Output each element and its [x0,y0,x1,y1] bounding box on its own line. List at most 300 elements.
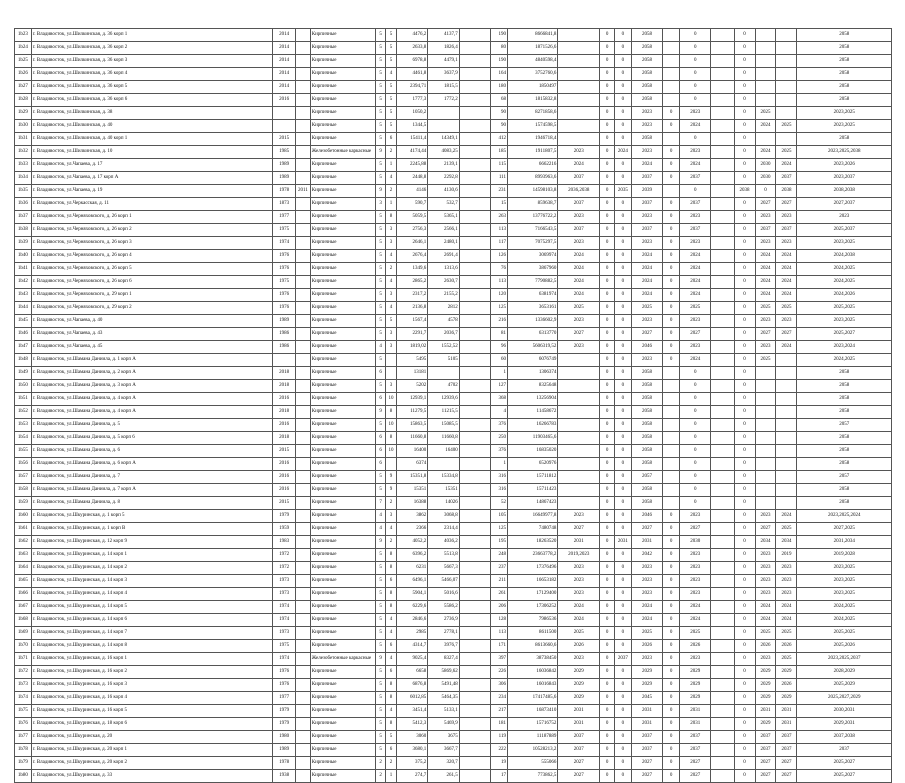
table-cell: 1b42 [15,276,32,289]
table-cell: 5 [386,107,396,120]
table-cell [663,406,680,419]
table-cell: 3 [386,510,396,523]
table-cell: 2025 [558,302,600,315]
table-cell [296,81,311,94]
table-cell: 1b75 [15,705,32,718]
table-cell [296,562,311,575]
table-cell: 0 [614,172,631,185]
table-cell: 2058 [797,81,892,94]
table-cell [663,484,680,497]
table-cell: 3 [386,289,396,302]
table-cell: 10 [386,445,396,458]
table-cell [663,367,680,380]
table-cell: 3752760,6 [507,68,557,81]
table-cell: 0 [614,68,631,81]
table-cell: 1b24 [15,42,32,55]
table-cell [558,354,600,367]
table-cell: 234 [491,692,508,705]
table-cell: 1b65 [15,575,32,588]
table-cell [711,562,734,575]
table-cell: 1b25 [15,55,32,68]
table-cell: 16388 [396,497,427,510]
table-cell: 164 [491,68,508,81]
table-cell: 2058 [631,445,662,458]
table-cell [711,601,734,614]
table-cell: 2025 [631,627,662,640]
table-cell: Кирпичные [310,510,375,523]
table-cell: 2027 [776,770,797,783]
table-cell: 250 [491,432,508,445]
table-cell: Кирпичные [310,406,375,419]
table-cell: 0 [614,744,631,757]
table-cell: 1050,2 [396,107,427,120]
table-cell: г. Владивосток, ул.Шкуринская, д. 14 корп 6 [31,614,272,627]
table-cell [711,731,734,744]
table-cell [755,393,776,406]
table-cell [459,692,490,705]
table-cell: 1b37 [15,211,32,224]
table-cell: 0 [614,731,631,744]
table-cell: 6 [386,133,396,146]
table-cell: 2026 [679,640,710,653]
table-row [15,614,892,627]
table-cell: Кирпичные [310,692,375,705]
table-cell: 0 [679,419,710,432]
table-cell: 23663778,2 [507,549,557,562]
table-cell [755,380,776,393]
table-cell: 8271858,6 [507,107,557,120]
table-cell: г. Владивосток, ул.Шамана Даниила, д. 7 корп А [31,484,272,497]
table-cell [776,484,797,497]
table-cell [711,302,734,315]
table-cell [711,770,734,783]
table-row [15,692,892,705]
table-cell: 1938 [273,770,296,783]
table-cell: 5 [375,380,385,393]
table-cell: 11215,5 [428,406,459,419]
table-cell: 0 [600,185,615,198]
housing-register-table [14,28,892,783]
table-cell: 0 [600,302,615,315]
table-cell: 15716752 [507,718,557,731]
table-cell: 2037 [558,172,600,185]
table-cell: 5586,2 [428,601,459,614]
table-cell: 5 [375,302,385,315]
table-cell: 0 [614,263,631,276]
table-cell: 2058 [797,458,892,471]
table-cell: 5 [375,29,385,42]
table-cell: 2030 [679,536,710,549]
table-cell: 216 [491,315,508,328]
table-cell [776,471,797,484]
table-cell: 0 [614,341,631,354]
table-cell: 2058 [797,55,892,68]
table-cell: 15085,5 [428,419,459,432]
table-cell [459,757,490,770]
table-cell: 2019,2028 [797,549,892,562]
table-cell [459,640,490,653]
table-cell: 2139,1 [428,159,459,172]
table-cell [459,419,490,432]
table-cell: 0 [600,744,615,757]
table-cell [776,458,797,471]
table-cell: 0 [600,510,615,523]
table-cell [711,692,734,705]
table-cell [296,718,311,731]
table-row [15,432,892,445]
table-cell: 1b41 [15,263,32,276]
table-cell: г. Владивосток, ул.Черняховского, д. 26 корп 5 [31,263,272,276]
table-row [15,627,892,640]
table-cell [428,120,459,133]
table-cell: 2025,2027,2029 [797,692,892,705]
table-cell: 2029,2031 [797,718,892,731]
table-cell: 0 [734,484,755,497]
table-cell: 1b44 [15,302,32,315]
table-cell [711,588,734,601]
table-cell [459,185,490,198]
table-cell [711,146,734,159]
table-cell: 2024 [776,263,797,276]
table-cell: 2023,2025 [797,588,892,601]
table-cell: 2029 [755,692,776,705]
table-cell: 0 [734,55,755,68]
table-cell: 0 [734,445,755,458]
table-cell [558,107,600,120]
table-cell: 2023 [631,146,662,159]
table-cell: 0 [734,692,755,705]
table-cell: 0 [600,731,615,744]
table-cell: г. Владивосток, ул.Шилкинская, д. 38 [31,107,272,120]
table-cell [459,328,490,341]
table-cell [296,627,311,640]
table-row [15,146,892,159]
table-cell: 2037 [558,744,600,757]
table-cell: 90 [491,120,508,133]
table-cell: 5606319,52 [507,341,557,354]
table-cell [755,419,776,432]
table-cell: Кирпичные [310,302,375,315]
table-cell [663,81,680,94]
table-cell: 0 [734,627,755,640]
table-cell: г. Владивосток, ул.Шкуринская, д. 16 корп 3 [31,679,272,692]
table-cell: 1974 [273,601,296,614]
table-cell [296,575,311,588]
table-cell: г. Владивосток, ул.Шамана Даниила, д. 5 [31,419,272,432]
table-cell: 0 [734,276,755,289]
table-cell: 4476,2 [396,29,427,42]
table-cell: 0 [734,42,755,55]
table-cell: Кирпичные [310,68,375,81]
table-cell: 0 [679,81,710,94]
table-cell: 2027 [631,328,662,341]
table-cell: 11187889 [507,731,557,744]
table-cell: 2026 [755,640,776,653]
table-cell: 13256904 [507,393,557,406]
table-cell: 0 [679,133,710,146]
table-cell: 5 [386,731,396,744]
table-cell: 0 [600,653,615,666]
table-cell: 2024 [776,510,797,523]
table-cell: 0 [614,445,631,458]
table-cell: 263 [491,211,508,224]
table-cell [459,107,490,120]
table-cell: г. Владивосток, ул.Шамана Даниила, д. 4 корп А [31,406,272,419]
table-cell [459,198,490,211]
table-cell: 2029 [558,692,600,705]
table-cell: 2024 [679,120,710,133]
table-cell: 0 [614,705,631,718]
table-cell: 2985 [396,627,427,640]
table-cell: 5 [375,692,385,705]
table-cell: 2846,6 [396,614,427,627]
table-cell [459,562,490,575]
table-cell: 2037 [631,172,662,185]
table-cell: 2023 [776,211,797,224]
table-cell: 1989 [273,744,296,757]
table-row [15,315,892,328]
table-cell [711,575,734,588]
table-cell: 15334,8 [428,471,459,484]
table-cell: 5869,62 [428,666,459,679]
table-cell: 2024 [755,120,776,133]
table-cell: 1b31 [15,133,32,146]
table-cell: 3 [386,380,396,393]
table-cell: 2024,2026 [797,289,892,302]
table-cell: 10 [386,393,396,406]
table-cell: 1 [491,367,508,380]
table-cell: 0 [614,276,631,289]
table-cell: 0 [614,588,631,601]
table-cell: 1 [386,770,396,783]
table-row [15,289,892,302]
table-cell: 8613660,6 [507,640,557,653]
table-cell [711,354,734,367]
table-cell: 2028,2029 [797,666,892,679]
table-cell [459,575,490,588]
table-cell: Кирпичные [310,159,375,172]
table-cell: 1313,6 [428,263,459,276]
table-cell: 7480748 [507,523,557,536]
table-cell: 2024 [755,276,776,289]
table-cell: г. Владивосток, ул.Шамана Даниила, д. 6 корп А [31,458,272,471]
table-cell: 0 [600,289,615,302]
table-row [15,81,892,94]
table-cell: 0 [663,341,680,354]
table-cell: 15411,4 [396,133,427,146]
table-cell [296,42,311,55]
table-cell: 1306374 [507,367,557,380]
table-cell: 16649977,8 [507,510,557,523]
table-cell: 0 [614,107,631,120]
table-cell: 2027 [631,523,662,536]
table-cell [296,146,311,159]
table-cell: г. Владивосток, ул.Шкуринская, д. 12 корп 9 [31,536,272,549]
table-cell: 2023 [558,588,600,601]
table-cell: 113 [491,224,508,237]
table-cell: 0 [614,575,631,588]
table-cell: 2058 [797,133,892,146]
table-cell: 5 [375,55,385,68]
table-cell: 8 [386,211,396,224]
table-cell: 0 [600,354,615,367]
table-cell: 2024 [679,289,710,302]
table-cell: 2023 [631,211,662,224]
table-cell: 0 [663,211,680,224]
table-cell: 2045 [631,692,662,705]
table-cell: г. Владивосток, ул.Шамана Даниила, д. 2 корп А [31,367,272,380]
table-cell [558,133,600,146]
table-cell: 3867960 [507,263,557,276]
table-cell: 190 [491,29,508,42]
table-cell: Кирпичные [310,354,375,367]
table-cell: 15351 [428,484,459,497]
table-cell: 1b51 [15,393,32,406]
table-cell: 2018 [273,406,296,419]
table-cell: 76 [491,263,508,276]
table-cell: 2024 [755,146,776,159]
table-cell: 0 [600,549,615,562]
table-cell: 180 [491,81,508,94]
table-cell [386,367,396,380]
table-cell: 0 [600,120,615,133]
table-cell: г. Владивосток, ул.Черняховского, д. 26 корп 2 [31,224,272,237]
table-cell: Кирпичные [310,432,375,445]
table-cell: Кирпичные [310,289,375,302]
table-cell [755,68,776,81]
table-cell: 0 [600,718,615,731]
table-cell: 1975 [273,224,296,237]
table-cell: 1976 [273,302,296,315]
table-cell: 0 [734,497,755,510]
table-cell [711,68,734,81]
table-cell: 0 [614,250,631,263]
table-cell [711,432,734,445]
table-cell: 5 [375,81,385,94]
table-cell: 0 [614,770,631,783]
table-cell: 2023 [631,120,662,133]
table-cell: 0 [734,588,755,601]
table-cell: 2023 [679,107,710,120]
table-cell: 10 [386,419,396,432]
table-cell [776,367,797,380]
table-cell: 5 [375,549,385,562]
table-cell [296,211,311,224]
table-cell [459,549,490,562]
table-cell: 0 [663,562,680,575]
table-cell: Кирпичные [310,341,375,354]
table-cell: 555066 [507,757,557,770]
table-cell [459,484,490,497]
table-cell: 5 [375,94,385,107]
table-row [15,224,892,237]
table-cell: 2015 [273,445,296,458]
table-cell: 2025 [776,120,797,133]
table-cell: 2025 [755,627,776,640]
table-cell: 17129400 [507,588,557,601]
table-cell: 1972 [273,562,296,575]
table-cell: 2023 [631,354,662,367]
table-cell: 2025 [776,523,797,536]
table-cell [428,458,459,471]
table-cell [755,133,776,146]
table-cell: 1 [386,159,396,172]
table-cell: 115 [491,159,508,172]
table-cell: 2646,1 [396,237,427,250]
table-cell: Кирпичные [310,627,375,640]
table-cell [459,705,490,718]
table-cell: 2 [386,497,396,510]
table-cell: 0 [614,484,631,497]
table-cell [711,458,734,471]
table-cell: 1b56 [15,458,32,471]
table-cell: 2024 [631,289,662,302]
table-cell: 111 [491,172,508,185]
table-cell: 1974 [273,653,296,666]
table-cell: 2865,2 [396,276,427,289]
table-cell: 5 [375,705,385,718]
table-cell: г. Владивосток, ул.Черняховского, д. 29 корп 1 [31,289,272,302]
table-cell: 2155,2 [428,289,459,302]
table-cell: 6520976 [507,458,557,471]
table-cell [296,393,311,406]
table-cell: 2023,2025 [797,562,892,575]
table-cell: 2025 [776,627,797,640]
table-cell: 2023 [797,211,892,224]
table-cell: 0 [663,510,680,523]
table-cell: 2025,2025 [797,627,892,640]
table-cell: Кирпичные [310,237,375,250]
table-cell: 6658 [396,666,427,679]
table-cell: 1983 [273,536,296,549]
table-cell: 17306252 [507,601,557,614]
table-cell [558,55,600,68]
table-cell: Кирпичные [310,380,375,393]
table-cell: 2023,2025 [797,107,892,120]
table-cell: 3675 [428,731,459,744]
table-cell: 2023 [755,237,776,250]
table-cell: 15711812 [507,471,557,484]
table-cell: 14598103,8 [507,185,557,198]
table-cell: г. Владивосток, ул.Шамана Даниила, д. 6 [31,445,272,458]
table-cell: 0 [600,81,615,94]
table-cell: 4 [386,705,396,718]
table-cell: 15351,8 [396,471,427,484]
table-cell: 0 [663,627,680,640]
table-cell [558,458,600,471]
table-cell: 2025,2027 [797,328,892,341]
table-cell: 2037 [755,731,776,744]
table-cell: 217 [491,705,508,718]
table-cell: 0 [734,94,755,107]
table-cell: 2037 [755,744,776,757]
table-cell: 8 [386,601,396,614]
table-cell [296,705,311,718]
table-cell: 105 [491,510,508,523]
table-cell: 2018 [273,367,296,380]
table-cell: 0 [734,549,755,562]
table-cell: 7166543,5 [507,224,557,237]
table-cell: 0 [600,588,615,601]
table-cell: 2025 [755,302,776,315]
table-cell: 0 [679,393,710,406]
table-cell: 0 [734,458,755,471]
table-cell: 17417485,6 [507,692,557,705]
table-cell: 0 [663,289,680,302]
table-cell: Кирпичные [310,536,375,549]
table-cell: 2024 [776,250,797,263]
table-cell: 2031 [631,536,662,549]
